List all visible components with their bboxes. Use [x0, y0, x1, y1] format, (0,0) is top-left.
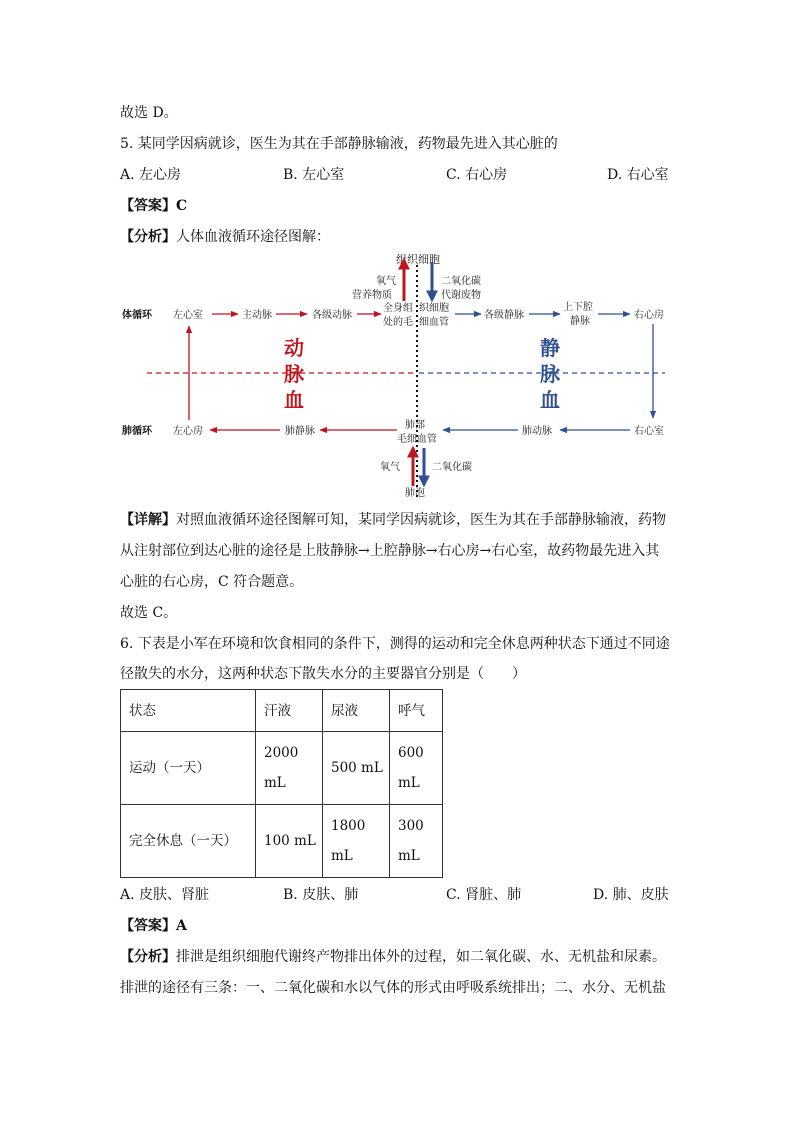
circulation-diagram	[0, 0, 794, 520]
urine-value-2: 1800	[331, 818, 366, 834]
q6-option-a: A. 皮肤、肾脏	[120, 887, 210, 903]
detail-tag: 【详解】	[120, 512, 176, 528]
q6-option-c: C. 肾脏、肺	[446, 887, 522, 903]
detail-5-line-1	[120, 510, 666, 530]
conclusion-line: 故选 D。	[120, 105, 178, 121]
venous-blood-char-2: 脉	[540, 362, 560, 386]
row-exercise-state: 运动（一天）	[121, 732, 256, 805]
co2-label-bottom: 二氧化碳	[432, 462, 472, 473]
body-capillary-node-3: 织细胞	[419, 303, 449, 314]
question-5: 5. 某同学因病就诊，医生为其在手部静脉输液，药物最先进入其心脏的	[120, 136, 558, 152]
body-capillary-node-1: 全身组	[383, 303, 413, 314]
question-6-line-1: 6. 下表是小军在环境和饮食相同的条件下，测得的运动和完全休息两种状态下通过不同途	[120, 636, 670, 652]
alveoli-label: 肺泡	[405, 488, 425, 499]
left-atrium-node: 左心房	[173, 426, 203, 437]
header-urine: 尿液	[323, 690, 390, 732]
body-capillary-node-4: 细血管	[419, 317, 449, 328]
lung-capillary-node-2: 毛细血管	[397, 434, 437, 445]
venous-blood-char-3: 血	[540, 388, 560, 412]
analysis-6-line-1	[120, 947, 666, 967]
answer-5-text: 【答案】C	[120, 198, 188, 214]
row-rest-breath: 300 mL	[390, 805, 443, 878]
arteries-node: 各级动脉	[312, 310, 352, 321]
q5-option-a: A. 左心房	[120, 167, 182, 183]
answer-6	[120, 916, 187, 936]
aorta-node: 主动脉	[242, 310, 272, 321]
q5-option-d: D. 右心室	[607, 167, 669, 183]
body-capillary-node-2: 处的毛	[383, 317, 413, 328]
header-state: 状态	[121, 690, 256, 732]
oxygen-label-top: 氧气	[376, 276, 396, 287]
urine-unit-2: mL	[331, 848, 353, 864]
arterial-blood-char-1: 动	[284, 336, 304, 360]
row-exercise-sweat	[256, 732, 323, 805]
row-exercise-breath: 600 mL	[390, 732, 443, 805]
systemic-circulation-label: 体循环	[122, 310, 152, 321]
analysis-6-line-2: 排泄的途径有三条：一、二氧化碳和水以气体的形式由呼吸系统排出；二、水分、无机盐	[120, 980, 666, 996]
question-6-line-2: 径散失的水分，这两种状态下散失水分的主要器官分别是（ ）	[120, 666, 526, 682]
arterial-blood-char-3: 血	[284, 388, 304, 412]
q6-option-d: D. 肺、皮肤	[593, 887, 669, 903]
vena-cava-node-2: 静脉	[570, 316, 590, 327]
sweat-unit-1: mL	[264, 775, 286, 791]
co2-label-top: 二氧化碳	[441, 276, 481, 287]
q5-option-b: B. 左心室	[283, 167, 345, 183]
row-rest-sweat: 100 mL	[256, 805, 323, 878]
right-ventricle-node: 右心室	[634, 426, 664, 437]
water-loss-table	[120, 689, 443, 878]
detail-5-line-2: 从注射部位到达心脏的途径是上肢静脉→上腔静脉→右心房→右心室，故药物最先进入其	[120, 543, 660, 559]
pulmonary-artery-node: 肺动脉	[522, 426, 552, 437]
row-rest-state: 完全休息（一天）	[121, 805, 256, 878]
waste-label: 代谢废物	[441, 290, 481, 301]
header-breath: 呼气	[390, 690, 443, 732]
oxygen-label-bottom: 氧气	[380, 462, 400, 473]
left-ventricle-node: 左心室	[173, 310, 203, 321]
sweat-value-1: 2000	[264, 745, 299, 761]
nutrients-label: 营养物质	[352, 290, 392, 301]
analysis-tag: 【分析】	[120, 229, 176, 245]
pulmonary-vein-node: 肺静脉	[285, 426, 315, 437]
row-rest-urine	[323, 805, 390, 878]
header-sweat: 汗液	[256, 690, 323, 732]
detail-5-line-3: 心脏的右心房，C 符合题意。	[120, 574, 304, 590]
q6-option-b: B. 皮肤、肺	[283, 887, 359, 903]
vena-cava-node-1: 上下腔	[563, 302, 593, 313]
detail-5-text-1: 对照血液循环途径图解可知，某同学因病就诊，医生为其在手部静脉输液，药物	[176, 512, 666, 528]
tissue-cell-label: 组织细胞	[396, 253, 440, 266]
analysis-text: 人体血液循环途径图解：	[176, 229, 330, 245]
row-exercise-urine: 500 mL	[323, 732, 390, 805]
veins-node: 各级静脉	[484, 310, 524, 321]
q5-option-c: C. 右心房	[446, 167, 508, 183]
conclusion-line-c: 故选 C。	[120, 605, 178, 621]
analysis-6-tag: 【分析】	[120, 949, 176, 965]
analysis-6-text: 排泄是组织细胞代谢终产物排出体外的过程，如二氧化碳、水、无机盐和尿素。	[176, 949, 666, 965]
venous-blood-char-1: 静	[540, 336, 560, 360]
right-atrium-node: 右心房	[634, 310, 664, 321]
answer-6-text: 【答案】A	[120, 918, 187, 934]
lung-capillary-node-1: 肺部	[405, 420, 425, 431]
arterial-blood-char-2: 脉	[284, 362, 304, 386]
pulmonary-circulation-label: 肺循环	[122, 426, 152, 437]
